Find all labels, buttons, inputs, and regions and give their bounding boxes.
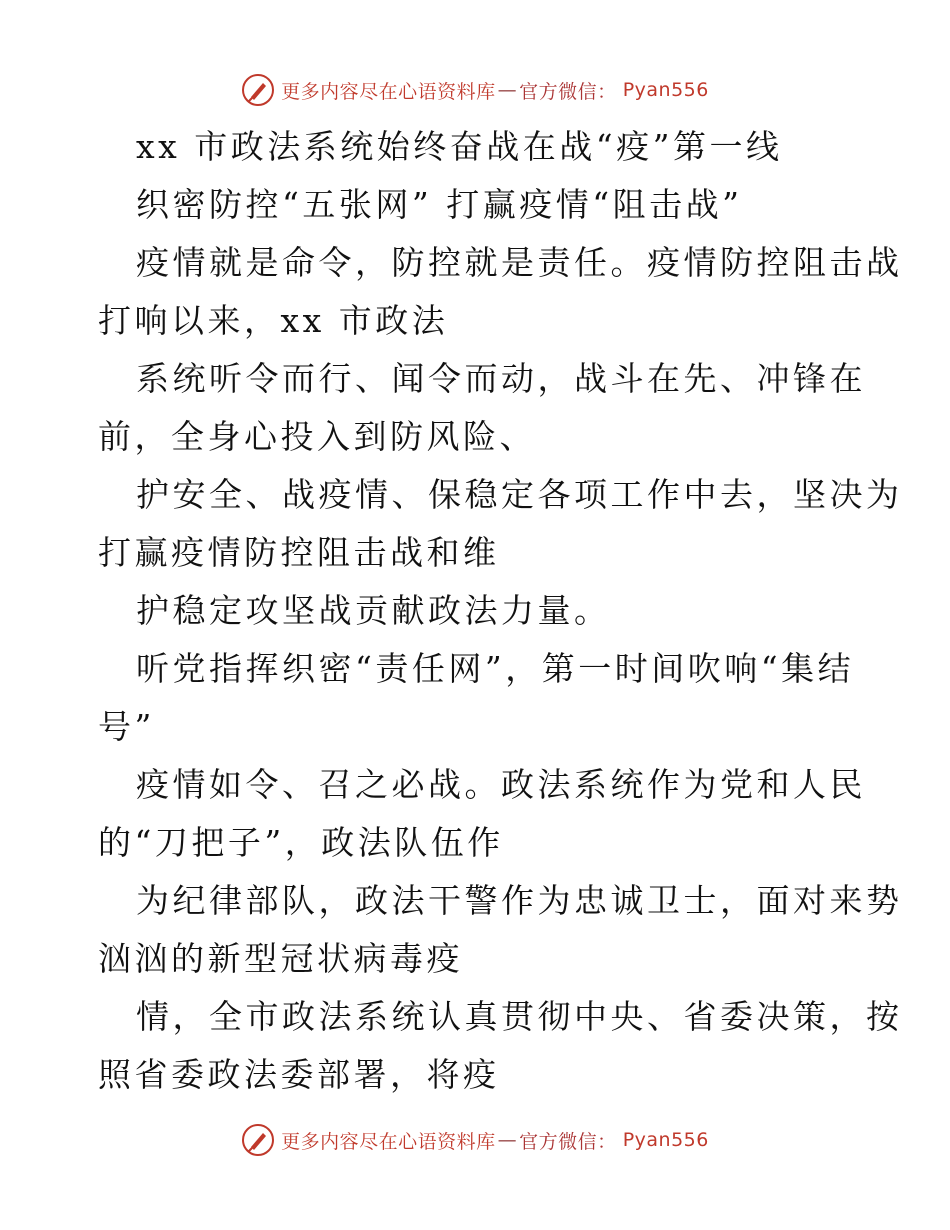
doc-line-2: 织密防控“五张网” 打赢疫情“阻击战”: [136, 185, 743, 224]
header-id: Pyan556: [622, 79, 709, 101]
doc-line-17: 照省委政法委部署，将疫: [98, 1055, 500, 1094]
footer-banner: [0, 1118, 950, 1162]
doc-line-1: xx 市政法系统始终奋战在战“疫”第一线: [136, 127, 783, 166]
doc-line-7: 护安全、战疫情、保稳定各项工作中去，坚决为: [136, 475, 903, 514]
footer-label: 官方微信：: [519, 1130, 617, 1153]
header-label: 官方微信：: [519, 80, 617, 103]
doc-line-6: 前，全身心投入到防风险、: [98, 417, 536, 456]
doc-line-10: 听党指挥织密“责任网”，第一时间吹响“集结: [136, 649, 855, 688]
pen-nib-icon: [241, 73, 275, 107]
doc-line-3: 疫情就是命令，防控就是责任。疫情防控阻击战: [136, 243, 903, 282]
doc-line-15: 汹汹的新型冠状病毒疫: [98, 939, 463, 978]
doc-line-11: 号”: [98, 707, 155, 746]
doc-line-5: 系统听令而行、闻令而动，战斗在先、冲锋在: [136, 359, 866, 398]
doc-line-4: 打响以来，xx 市政法: [98, 301, 449, 340]
footer-dash: —: [497, 1129, 518, 1151]
header-dash: —: [497, 79, 518, 101]
doc-line-13: 的“刀把子”，政法队伍作: [98, 823, 504, 862]
doc-line-9: 护稳定攻坚战贡献政法力量。: [136, 591, 611, 630]
footer-text: 更多内容尽在心语资料库: [281, 1130, 496, 1153]
footer-id: Pyan556: [622, 1129, 709, 1151]
header-text: 更多内容尽在心语资料库: [281, 80, 496, 103]
doc-line-8: 打赢疫情防控阻击战和维: [98, 533, 500, 572]
header-banner: [0, 68, 950, 112]
pen-nib-icon: [241, 1123, 275, 1157]
doc-line-12: 疫情如令、召之必战。政法系统作为党和人民: [136, 765, 866, 804]
doc-line-14: 为纪律部队，政法干警作为忠诚卫士，面对来势: [136, 881, 903, 920]
doc-line-16: 情，全市政法系统认真贯彻中央、省委决策，按: [136, 997, 903, 1036]
